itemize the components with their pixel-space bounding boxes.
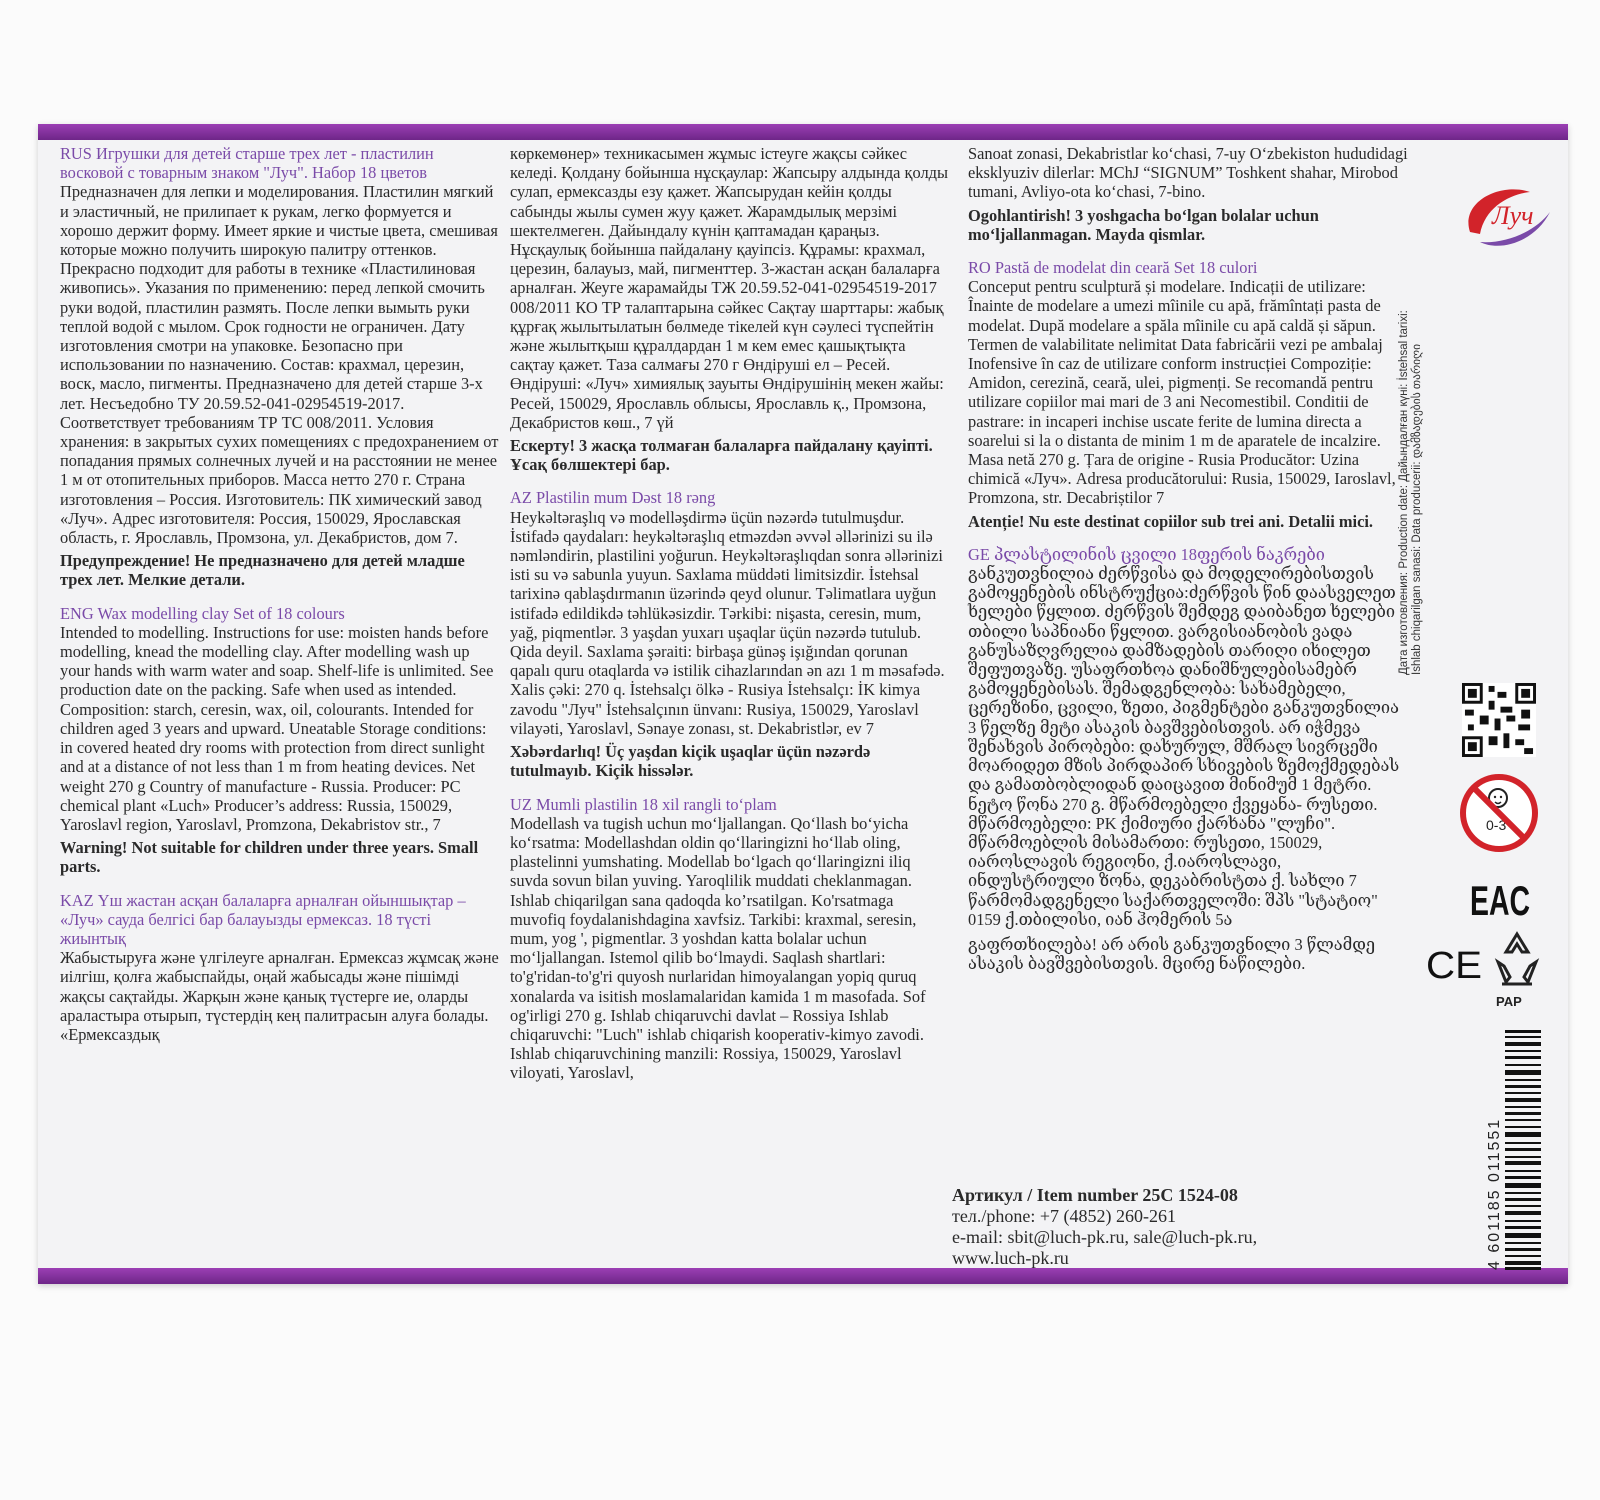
eng-body: Intended to modelling. Instructions for use: moisten hands before modelling, knead the modelling clay. After modelling wash up your hands with warm water and soap. Shelf-life is unlimited. See production date on the packing. Safe when used as intended. Composition: starch, ceresin, wax, oil, colourants. Intended for children aged 3 years and upward. Uneatable Storage conditions: in covered heated dry rooms with protection from direct sunlight and at a distance of not less than 1 m from heating devices. Net weight 270 g Country of manufacture - Russia. Producer: PC chemical plant «Luch» Producer’s address: Russia, 150029, Yaroslavl region, Yaroslavl, Promzona, Dekabristov str., 7 xyxy=(60,622,494,834)
purple-stripe-bottom xyxy=(38,1268,1568,1284)
column-3 xyxy=(968,144,1408,973)
ro-warning: Atenție! Nu este destinat copiilor sub trei ani. Detalii mici. xyxy=(968,511,1374,531)
rus-warning: Предупреждение! Не предназначено для детей младше трех лет. Мелкие детали. xyxy=(60,551,465,590)
rus-heading: RUS Игрушки для детей старше трех лет - пластилин восковой с товарным знаком "Луч". Набор 18 цветов xyxy=(60,144,434,183)
recycle-icon xyxy=(1488,928,1546,996)
purple-stripe-top xyxy=(38,124,1568,140)
ce-label: CE xyxy=(1426,945,1482,987)
package-back-panel xyxy=(38,124,1568,1284)
uz-warning: Ogohlantirish! 3 yoshgacha bo‘lgan bolalar uchun mo‘ljallanmagan. Mayda qismlar. xyxy=(968,205,1319,244)
uz-body-continued: Sanoat zonasi, Dekabristlar ko‘chasi, 7-uy O‘zbekiston hududidagi eksklyuziv dilerlar: MChJ “SIGNUM” Toshkent shahar, Mirobod tumani, Avliyo-ota ko‘chasi, 7-bino. xyxy=(968,144,1408,202)
uz-body: Modellash va tugish uchun mo‘ljallangan. Qo‘llash bo‘yicha ko‘rsatma: Modellashdan oldin qo‘llaringizni ho‘llab oling, plastelinni yumshating. Modellab bo‘lgach qo‘llaringizni iliq suvda sovun bilan yuving. Yaroqlilik muddati cheklanmagan. Ishlab chiqarilgan sana qadoqda ko’rsatilgan. Ko'rsatmaga muvofiq foydalanishdagina xavfsiz. Tarkibi: kraxmal, seresin, mum, yog ', pigmentlar. 3 yoshdan katta bolalar uchun mo‘ljallangan. Istemol qilib bo‘lmaydi. Saqlash shartlari: to'g'ridan-to'g'ri quyosh nurlaridan himoyalangan yopiq quruq xonalarda va isitish moslamalaridan kamida 1 m masofada. Sof og'irligi 270 g. Ishlab chiqaruvchi davlat – Rossiya Ishlab chiqaruvchi: "Luch" ishlab chiqarish kooperativ-kimyo zavodi. Ishlab chiqaruvchining manzili: Rossiya, 150029, Yaroslavl viloyati, Yaroslavl, xyxy=(510,813,926,1083)
website: www.luch-pk.ru xyxy=(952,1248,1069,1268)
az-body: Heykəltəraşlıq və modelləşdirmə üçün nəzərdə tutulmuşdur. İstifadə qaydaları: heykəltəraşlıq etməzdən əvvəl əllərinizi su ilə nəmləndirin, plastilini yoğurun. Heykəltəraşlıqdan sonra əllərinizi isti su və sabunla yuyun. Saxlama müddəti limitsizdir. İstehsal tarixinə qablaşdırmanın üzərində qeyd olunur. Təlimatlara uyğun istifadə edildikdə təhlükəsizdir. Tərkibi: nişasta, ceresin, mum, yağ, piqmentlər. 3 yaşdan yuxarı uşaqlar üçün nəzərdə tutulub. Qida deyil. Saxlama şəraiti: birbaşa günəş işığından qorunan qapalı quru otaqlarda və istilik cihazlarından ən azı 1 m məsafədə. Xalis çəki: 270 q. İstehsalçı ölkə - Rusiya İstehsalçı: İK kimya zavodu "Луч" İstehsalçının ünvanı: Rusiya, 150029, Yaroslavl vilayəti, Yaroslavl, Sənaye zonası, st. Dekabristlər, ev 7 xyxy=(510,507,945,738)
eng-warning: Warning! Not suitable for children under three years. Small parts. xyxy=(60,838,479,877)
eac-mark-icon xyxy=(1470,865,1530,925)
luch-logo xyxy=(1450,172,1560,262)
column-1 xyxy=(60,144,500,1044)
ge-warning: გაფრთხილება! არ არის განკუთვნილი 3 წლამდე ასაკის ბავშვებისთვის. მცირე ნაწილები. xyxy=(968,934,1376,974)
ge-body: განკუთვნილია ძერწვისა და მოდელირებისთვის გამოყენების ინსტრუქცია:ძერწვის წინ დაასველეთ ხელები წყლით. ძერწვის შემდეგ დაიბანეთ ხელები თბილი საპნიანი წყლით. ვარგისიანობის ვადა განუსაზღვრელია დამზადების თარიღი იხილეთ შეფუთვაზე. უსაფრთხოა დანიშნულებისამებრ გამოყენებისას. შემადგენლობა: სახამებელი, ცერეზინი, ცვილი, ზეთი, პიგმენტები განკუთვნილია 3 წელზე მეტი ასაკის ბავშვებისთვის. არ იჭმევა შენახვის პირობები: დახურულ, მშრალ სივრცეში მოარიდეთ მზის პირდაპირ სხივების ზემოქმედებას და გამათბობლიდან დაიცავით მინიმუმ 1 მეტრი. ნეტო წონა 270 გ. მწარმოებელი ქვეყანა- რუსეთი. მწარმოებელი: PK ქიმიური ქარხანა "ლუჩი". მწარმოებლის მისამართი: რუსეთი, 150029, იაროსლავის რეგიონი, ქ.იაროსლავი, ინდუსტრიული ზონა, დეკაბრისტთა ქ. სახლი 7 წარმომადგენელი საქართველოში: შპს "სტატიო" 0159 ქ.თბილისი, იან ჰომერის 5ა xyxy=(968,564,1400,929)
kaz-warning: Ескерту! 3 жасқа толмаған балаларға пайдалану қауіпті. Ұсақ бөлшектері бар. xyxy=(510,436,933,475)
email: e-mail: sbit@luch-pk.ru, sale@luch-pk.ru, xyxy=(952,1227,1258,1247)
kaz-heading: KAZ Үш жастан асқан балаларға арналған ойыншықтар – «Луч» сауда белгісі бар балауызды ермексаз. 18 түсті жиынтық xyxy=(60,890,466,948)
kaz-body-continued: көркемөнер» техникасымен жұмыс істеуге жақсы сәйкес келеді. Қолдану бойынша нұсқаулар: Жапсыру алдында қолды сулап, ермексазды езу қажет. Жапсырудан кейін қолды сабынды жылы сумен жуу қажет. Жарамдылық мерзімі шектелмеген. Дайындалу күнін қаптамадан қараңыз. Нұсқаулық бойынша пайдалану қауіпсіз. Құрамы: крахмал, церезин, балауыз, май, пигменттер. 3-жастан асқан балаларға арналған. Жеуге жарамайды ТЖ 20.59.52-041-02954519-2017 008/2011 КО ТР талаптарына сәйкес Сақтау шарттары: жабық құрғақ жылытылатын бөлмеде тікелей күн сәулесі түспейтін және жылытқыш құралдардан 1 м кем емес қашықтықта сақтау қажет. Таза салмағы 270 г Өндіруші ел – Ресей. Өндіруші: «Луч» химиялық зауыты Өндірушінің мекен жайы: Ресей, 150029, Ярославль облысы, Ярославль қ., Промзона, Декабристов көш., 7 үй xyxy=(510,144,949,432)
barcode-icon xyxy=(1505,1030,1541,1270)
barcode-digits: 4 601185 011551 xyxy=(1486,1117,1503,1270)
item-number: Артикул / Item number 25C 1524-08 xyxy=(952,1185,1238,1205)
ge-heading: GE პლასტილინის ცვილი 18ფერის ნაკრები xyxy=(968,544,1325,564)
production-date-labels xyxy=(1398,310,1488,675)
ro-body: Conceput pentru sculptură și modelare. Indicații de utilizare: Înainte de modelare a umezi mîinile cu apă, frămîntați pasta de modelat. După modelare a spăla mîinile cu apă caldă și săpun. Termen de valabilitate nelimitat Data fabricării vezi pe ambalaj Inofensive în caz de utilizare conform instrucției Compoziție: Amidon, cerezină, ceară, ulei, pigmenți. Se recomandă pentru utilizare copiilor mai mari de 3 ani Necomestibil. Conditii de pastrare: in incaperi inchise uscate ferite de lumina directa a soarelui si la o distanta de minim 1 m de aparatele de incalzire. Masa netă 270 g. Țara de origine - Rusia Producător: Uzina chimică «Луч». Adresa producătorului: Rusia, 150029, Iaroslavl, Promzona, str. Decabriștilor 7 xyxy=(968,277,1396,508)
ro-heading: RO Pastă de modelat din ceară Set 18 culori xyxy=(968,258,1258,278)
uz-heading: UZ Mumli plastilin 18 xil rangli to‘plam xyxy=(510,794,777,814)
ce-mark-icon xyxy=(1426,944,1482,987)
eng-heading: ENG Wax modelling clay Set of 18 colours xyxy=(60,603,345,623)
side-line-1: Дата изготовления: Production date: Дайындалған күні: İstehsal tarixi: xyxy=(1398,310,1410,675)
not-for-children-icon xyxy=(1458,772,1540,854)
qr-code-icon xyxy=(1462,683,1536,757)
age-label: 0-3 xyxy=(1486,817,1507,833)
az-heading: AZ Plastilin mum Dəst 18 rəng xyxy=(510,488,716,508)
rus-body: Предназначен для лепки и моделирования. Пластилин мягкий и эластичный, не прилипает к рукам, легко формуется и хорошо держит форму. Имеет яркие и чистые цвета, смешивая которые можно получить широкую палитру оттенков. Прекрасно подходит для работы в технике «Пластилиновая живопись». Указания по применению: перед лепкой смочить руки водой, пластилин размять. После лепки вымыть руки теплой водой с мылом. Срок годности не ограничен. Дату изготовления смотри на упаковке. Безопасно при использовании по назначению. Состав: крахмал, церезин, воск, масло, пигменты. Предназначено для детей старше 3-х лет. Несъедобно ТУ 20.59.52-041-02954519-2017. Соответствует требованиям ТР ТС 008/2011. Условия хранения: в закрытых сухих помещениях с предохранением от попадания прямых солнечных лучей и на расстоянии не менее 1 м от отопительных приборов. Масса нетто 270 г. Страна изготовления – Россия. Изготовитель: ПК химический завод «Луч». Адрес изготовителя: Россия, 150029, Ярославская область, г. Ярославль, Промзона, ул. Декабристов, дом 7. xyxy=(60,182,499,548)
side-line-2: Ishlab chiqarilgan sanasi: Data producerii: დამზადების თარიღი xyxy=(1411,343,1423,675)
contact-block xyxy=(952,1185,1392,1269)
az-warning: Xəbərdarlıq! Üç yaşdan kiçik uşaqlar üçün nəzərdə tutulmayıb. Kiçik hissələr. xyxy=(510,742,871,781)
pap-label: PAP xyxy=(1496,994,1522,1009)
logo-text: Луч xyxy=(1492,201,1534,230)
kaz-body: Жабыстыруға және үлгілеуге арналған. Ермексаз жұмсақ және иілгіш, қолға жабыспайды, оңай жабысады және пішімді жақсы сақтайды. Жарқын және қанық түстерге ие, оларды араластыра отырып, түстердің кең палитрасын алуға болады. «Ермексаздық xyxy=(60,948,499,1044)
phone: тел./phone: +7 (4852) 260-261 xyxy=(952,1206,1176,1226)
column-2 xyxy=(510,144,950,1083)
eac-label: EAC xyxy=(1470,877,1530,924)
